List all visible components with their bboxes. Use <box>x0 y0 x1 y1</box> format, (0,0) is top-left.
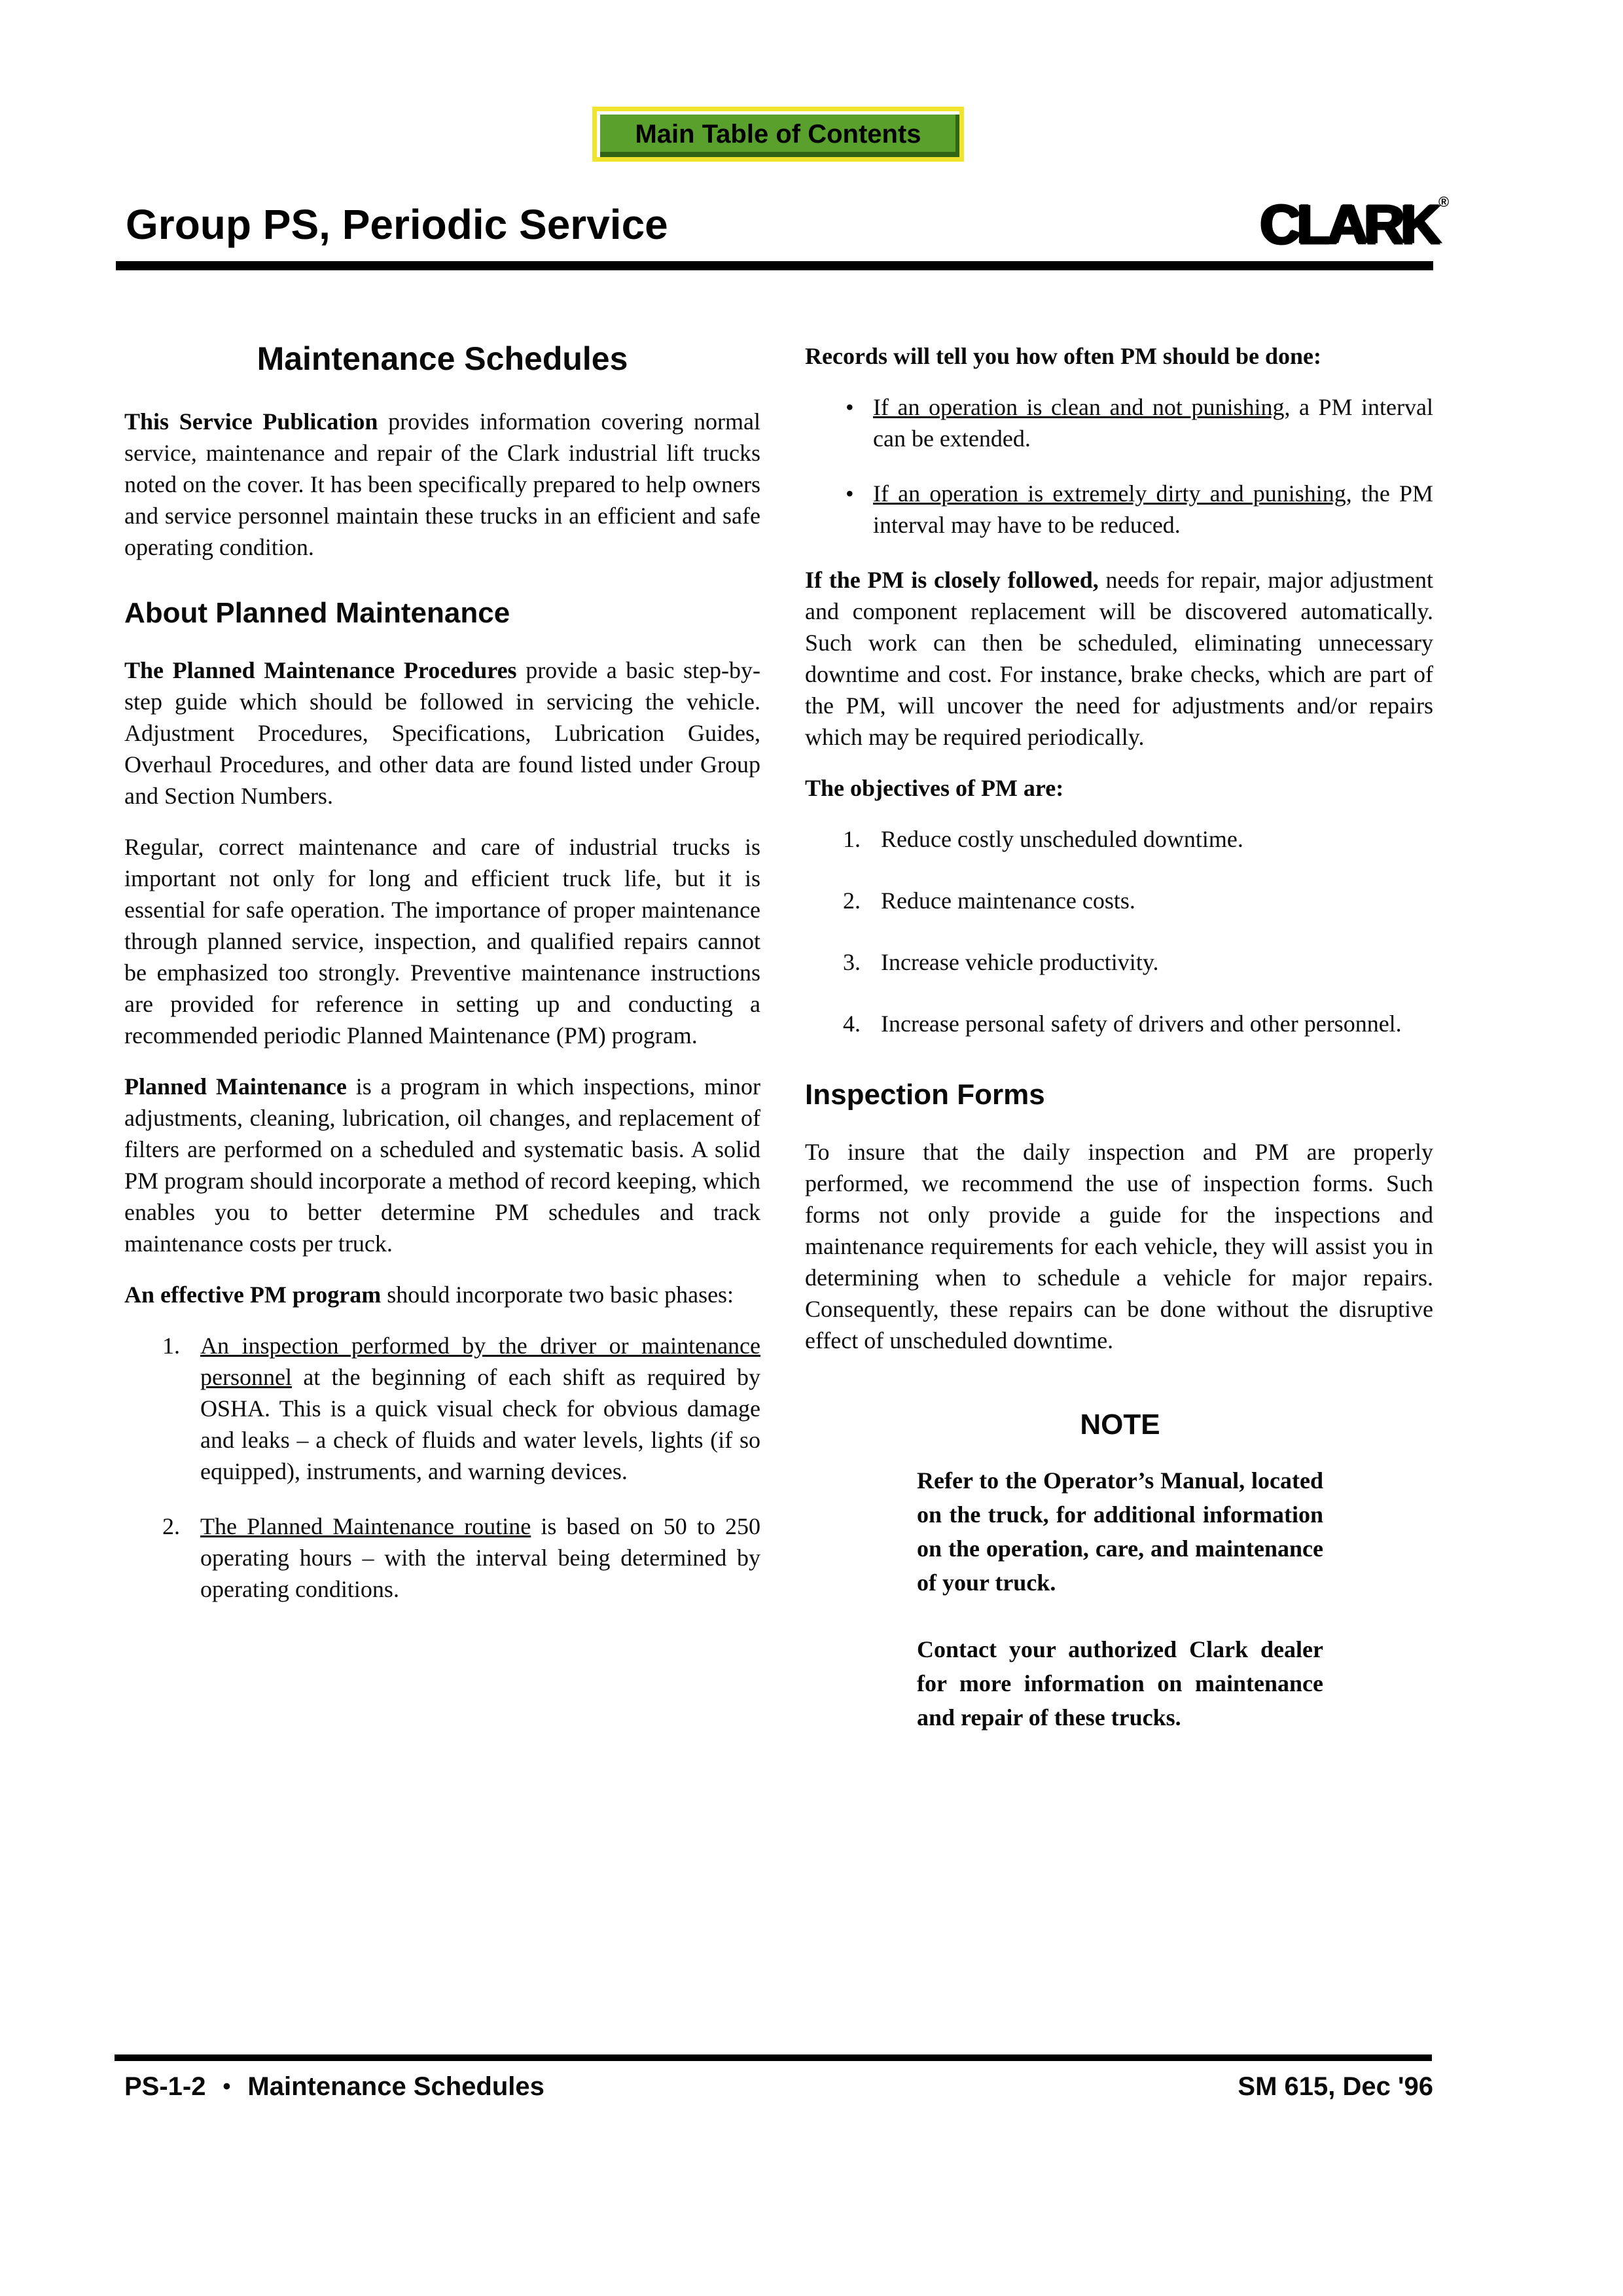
list-item <box>805 391 1433 454</box>
list-item <box>805 1008 1433 1039</box>
pm-followed-paragraph: If the PM is closely followed, needs for repair, major adjustment and component replacement will be discovered automatically. Such work can then be scheduled, eliminating unnecessary downtime and cost. For instance, brake checks, which are part of the PM, will uncover the need for adjustments and/or repairs which may be required periodically. <box>805 567 1433 750</box>
header-divider <box>116 261 1433 270</box>
list-item <box>124 1330 760 1487</box>
objectives-heading: The objectives of PM are: <box>805 775 1064 801</box>
list-number: 2. <box>162 1513 180 1539</box>
list-number: 3. <box>843 949 861 975</box>
service-publication-paragraph: This Service Publication provides information covering normal service, maintenance and repair of the Clark industrial lift trucks noted on the cover. It has been specifically prepared to help owners and service personnel maintain these trucks in an efficient and safe operating condition. <box>124 408 760 560</box>
note-paragraph-operators-manual: Refer to the Operator’s Manual, located on the truck, for additional information on the operation, care, and maintenance of your truck. <box>917 1467 1323 1596</box>
inspection-forms-heading: Inspection Forms <box>805 1079 1045 1111</box>
list-item <box>805 946 1433 978</box>
right-column <box>805 340 1433 1767</box>
registered-mark-icon: ® <box>1438 194 1450 210</box>
list-item-text: An inspection performed by the driver or maintenance personnel at the beginning of each shift as required by OSHA. This is a quick visual check for obvious damage and leaks – a check of fluids and water levels, lights (if so equipped), instruments, and warning devices. <box>200 1333 760 1484</box>
list-item <box>805 478 1433 541</box>
list-item-text: The Planned Maintenance routine is based on 50 to 250 operating hours – with the interval being determined by operating conditions. <box>200 1513 761 1602</box>
footer-manual-reference: SM 615, Dec '96 <box>1238 2072 1433 2101</box>
effective-pm-paragraph: An effective PM program should incorporate two basic phases: <box>124 1282 734 1308</box>
clark-logo-text: CLARK <box>1260 193 1437 256</box>
pm-phases-list <box>124 1330 760 1605</box>
note-paragraph-contact-dealer: Contact your authorized Clark dealer for more information on maintenance and repair of these trucks. <box>917 1636 1323 1731</box>
list-item <box>124 1511 760 1605</box>
list-item-text: Reduce maintenance costs. <box>881 888 1135 914</box>
planned-maintenance-paragraph: Planned Maintenance is a program in which inspections, minor adjustments, cleaning, lubrication, oil changes, and replacement of filters are performed on a scheduled and systematic basis. A solid PM program should incorporate a method of record keeping, which enables you to better determine PM schedules and track maintenance costs per truck. <box>124 1073 760 1257</box>
left-column <box>124 340 760 1628</box>
objectives-list <box>805 823 1433 1039</box>
footer-left <box>124 2072 544 2102</box>
footer-divider <box>115 2054 1432 2061</box>
list-item-text: Increase personal safety of drivers and other personnel. <box>881 1011 1402 1037</box>
footer-section-title: Maintenance Schedules <box>247 2072 544 2101</box>
note-block <box>917 1408 1323 1734</box>
page-header-title: Group PS, Periodic Service <box>126 201 668 248</box>
records-bullet-list <box>805 391 1433 541</box>
list-number: 2. <box>843 888 861 914</box>
list-item-text: Reduce costly unscheduled downtime. <box>881 826 1243 852</box>
regular-maintenance-paragraph: Regular, correct maintenance and care of industrial trucks is important not only for long and efficient truck life, but it is essential for safe operation. The importance of proper maintenance through planned service, inspection, and qualified repairs cannot be emphasized too strongly. Preventive maintenance instructions are provided for reference in setting up and conducting a recommended periodic Planned Maintenance (PM) program. <box>124 834 760 1049</box>
footer-separator-icon: • <box>223 2074 231 2099</box>
list-item-text: If an operation is clean and not punishing, a PM interval can be extended. <box>873 394 1433 452</box>
list-number: 1. <box>843 826 861 852</box>
inspection-forms-paragraph: To insure that the daily inspection and PM are properly performed, we recommend the use of inspection forms. Such forms not only provide a guide for the inspections and maintenance requirements for each vehicle, they will assist you in determining when to schedule a vehicle for major repairs. Consequently, these repairs can be done without the disruptive effect of unscheduled downtime. <box>805 1139 1433 1354</box>
pm-procedures-paragraph: The Planned Maintenance Procedures provide a basic step-by-step guide which should be followed in servicing the vehicle. Adjustment Procedures, Specifications, Lubrication Guides, Overhaul Procedures, and other data are found listed under Group and Section Numbers. <box>124 657 760 809</box>
bullet-icon: • <box>846 394 854 420</box>
note-title: NOTE <box>1080 1408 1160 1441</box>
list-item-text: Increase vehicle productivity. <box>881 949 1159 975</box>
footer-page-code: PS-1-2 <box>124 2072 206 2101</box>
list-number: 4. <box>843 1011 861 1037</box>
bullet-icon: • <box>846 480 854 507</box>
maintenance-schedules-title: Maintenance Schedules <box>257 340 628 377</box>
records-heading: Records will tell you how often PM should be done: <box>805 343 1322 369</box>
clark-logo <box>1260 193 1450 256</box>
list-item <box>805 823 1433 855</box>
list-item-text: If an operation is extremely dirty and punishing, the PM interval may have to be reduced. <box>873 480 1433 538</box>
list-number: 1. <box>162 1333 180 1359</box>
about-planned-maintenance-heading: About Planned Maintenance <box>124 597 510 629</box>
list-item <box>805 885 1433 916</box>
main-toc-button[interactable]: Main Table of Contents <box>592 107 964 162</box>
